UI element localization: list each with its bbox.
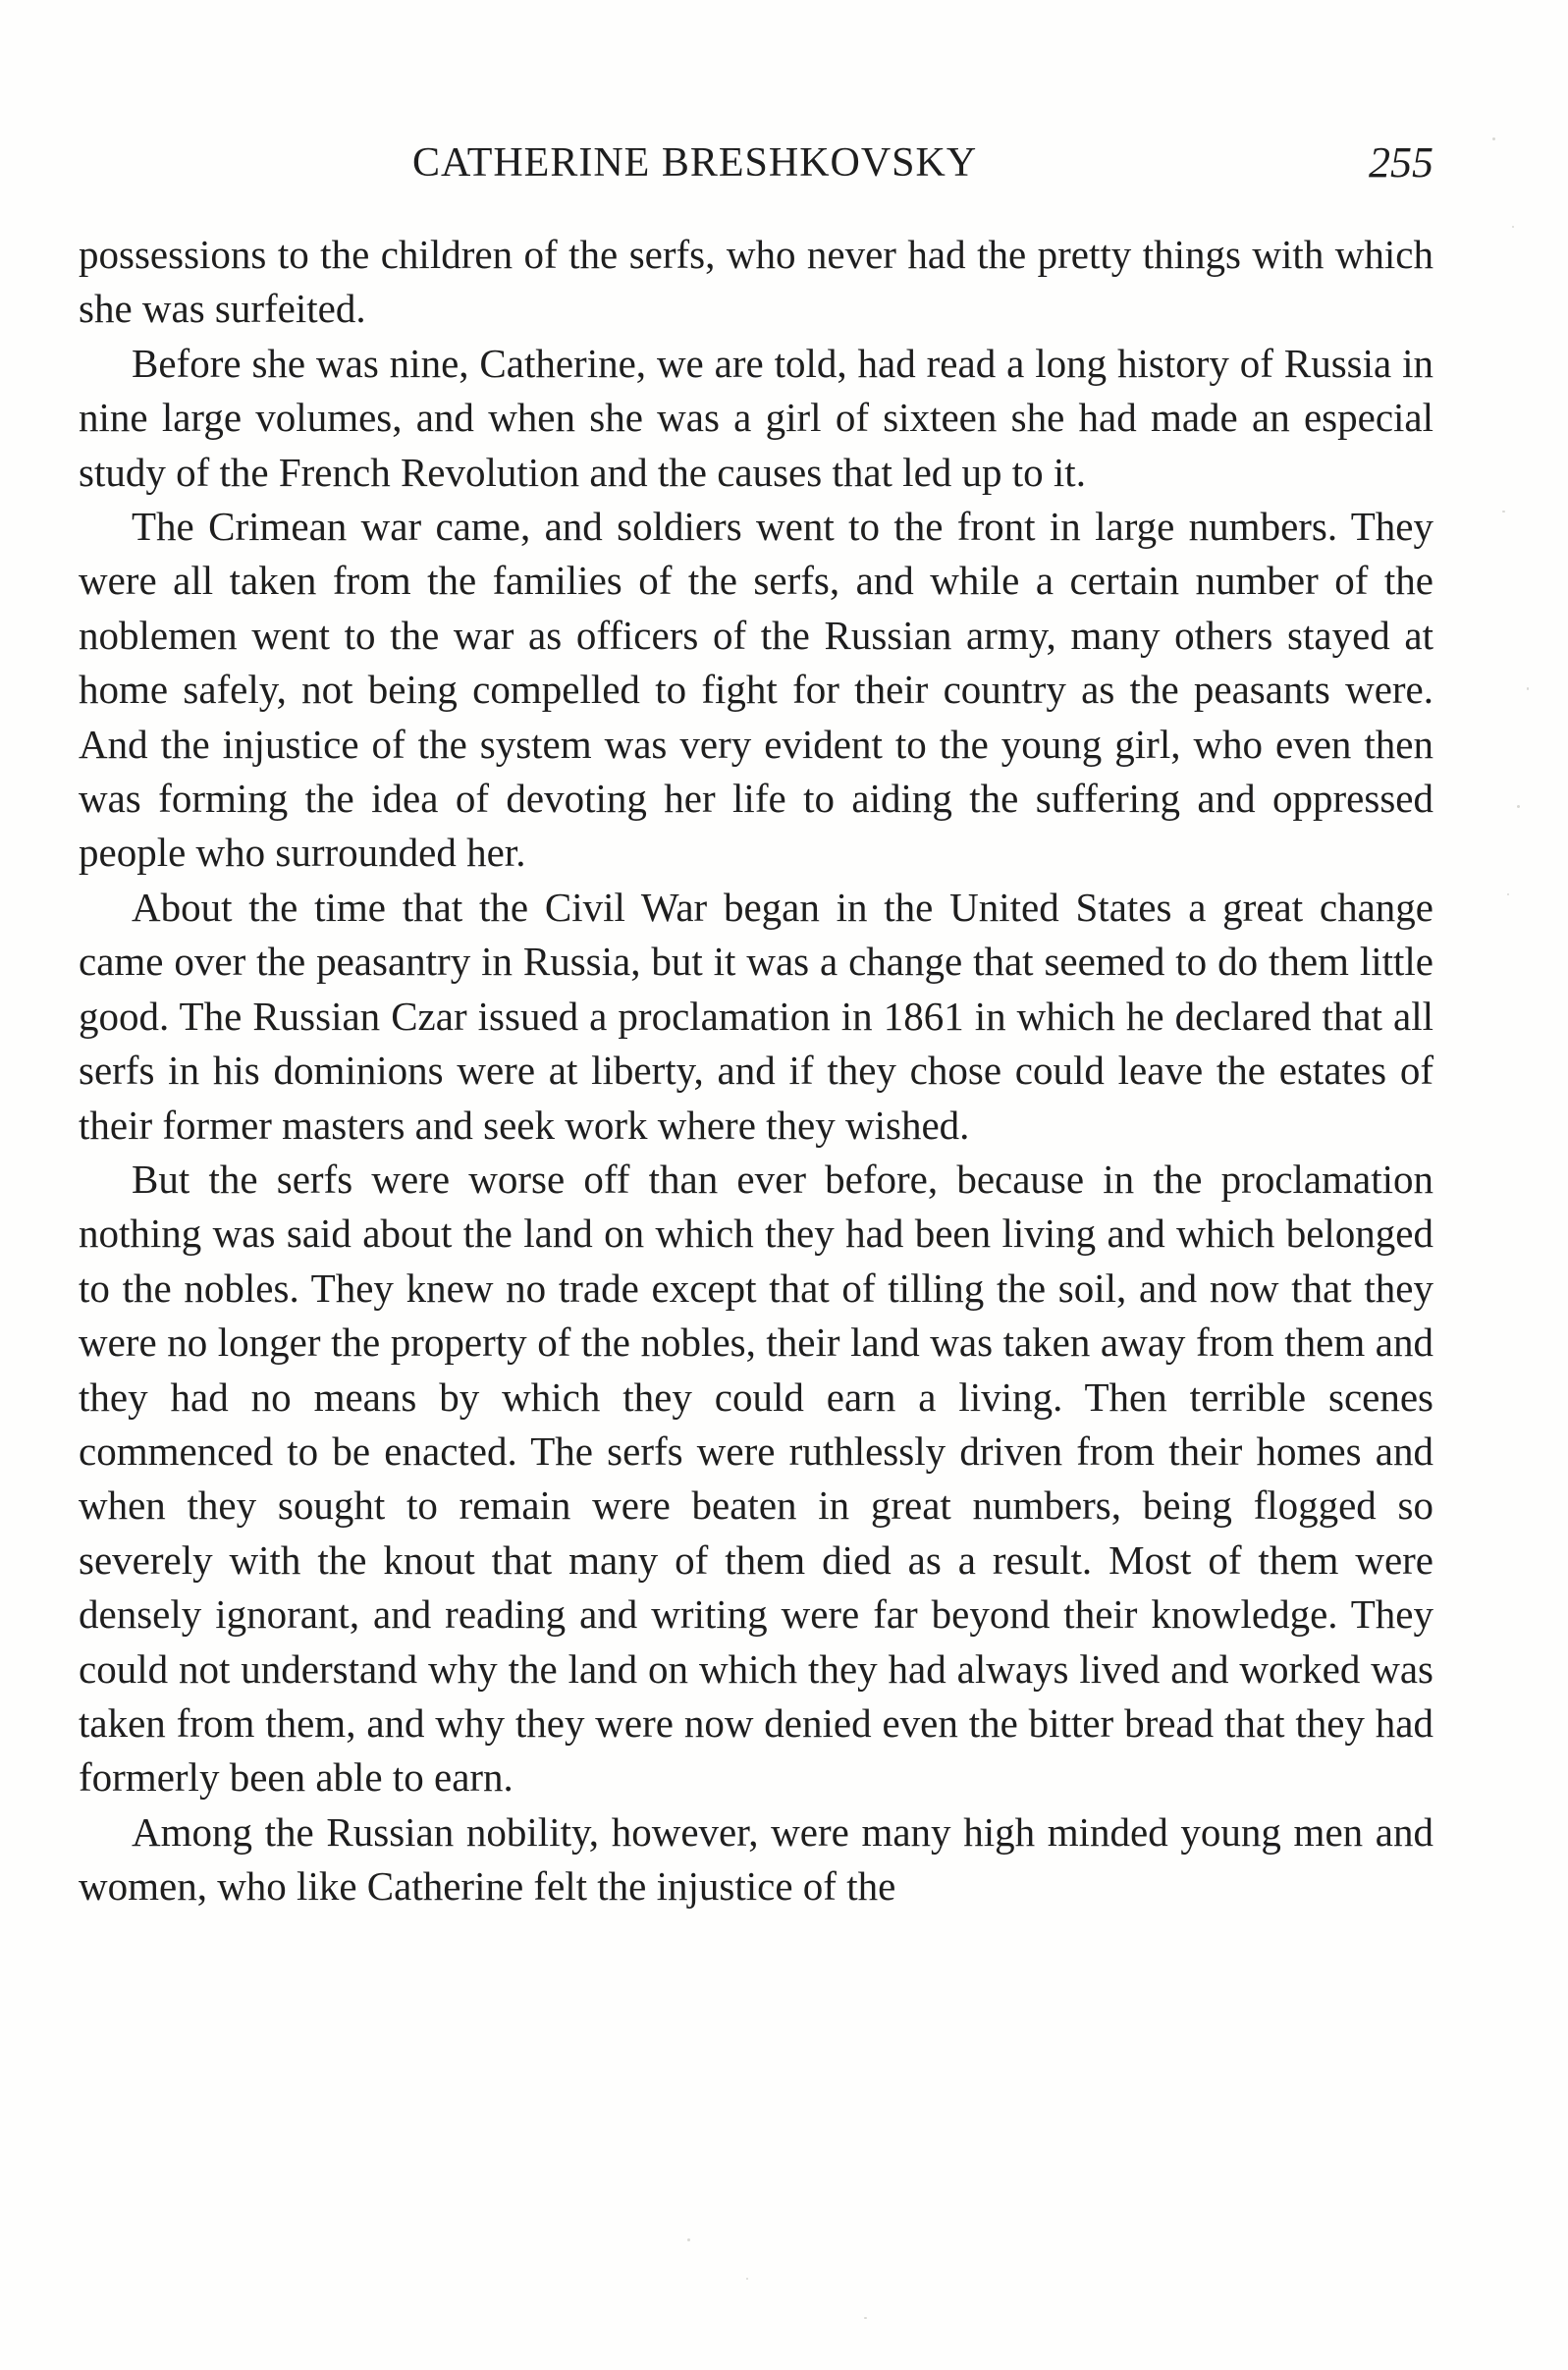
scan-speckle — [1517, 805, 1520, 808]
paragraph: Before she was nine, Catherine, we are told, had read a long history of Russia in nine large volumes, and when she was a girl of sixteen she had made an especial study of the French Revolution and the causes that led up to it. — [79, 340, 1433, 495]
paragraph: But the serfs were worse off than ever before, because in the proclamation nothing was said about the land on which they had been living and which belonged to the nobles. They knew no trade except that of tilling the soil, and now that they were no longer the property of the nobles, their land was taken away from them and they had no means by which they could earn a living. Then terrible scenes commenced to be enacted. The serfs were ruthlessly driven from their homes and when they sought to remain were beaten in great numbers, being flogged so severely with the knout that many of them died as a result. Most of them were densely ignorant, and reading and writing were far beyond their knowledge. They could not understand why the land on which they had always lived and worked was taken from them, and why they were now denied even the bitter bread that they had formerly been able to earn. — [79, 1156, 1433, 1801]
page-number: 255 — [1369, 138, 1433, 187]
paragraph: The Crimean war came, and soldiers went to the front in large numbers. They were all taken from the families of the serfs, and while a certain number of the noblemen went to the war as officers of the Russian army, many others stayed at home safely, not being compelled to fight for their country as the peasants were. And the injustice of the system was very evident to the young girl, who even then was forming the idea of devoting her life to aiding the suffering and oppressed people who surrounded her. — [79, 504, 1433, 876]
scan-speckle — [1527, 687, 1529, 690]
scan-speckle — [1507, 893, 1509, 895]
scan-speckle — [687, 2238, 690, 2241]
scan-speckle — [1512, 226, 1514, 228]
running-head — [79, 134, 1433, 192]
body-text — [79, 228, 1433, 1914]
scan-speckle — [746, 2278, 748, 2280]
paragraph: About the time that the Civil War began in the United States a great change came over the peasantry in Russia, but it was a change that seemed to do them little good. The Russian Czar issued a proclamation in 1861 in which he declared that all serfs in his dominions were at liberty, and if they chose could leave the estates of their former masters and seek work where they wished. — [79, 884, 1433, 1148]
paragraph-continued: possessions to the children of the serfs, who never had the pretty things with which she was surfeited. — [79, 232, 1433, 332]
scan-speckle — [1492, 137, 1495, 140]
scan-speckle — [1502, 511, 1505, 512]
paragraph: Among the Russian nobility, however, were many high minded young men and women, who like Catherine felt the injustice of the — [79, 1808, 1433, 1910]
running-title: CATHERINE BRESHKOVSKY — [412, 140, 978, 186]
scan-speckle — [864, 2317, 867, 2319]
